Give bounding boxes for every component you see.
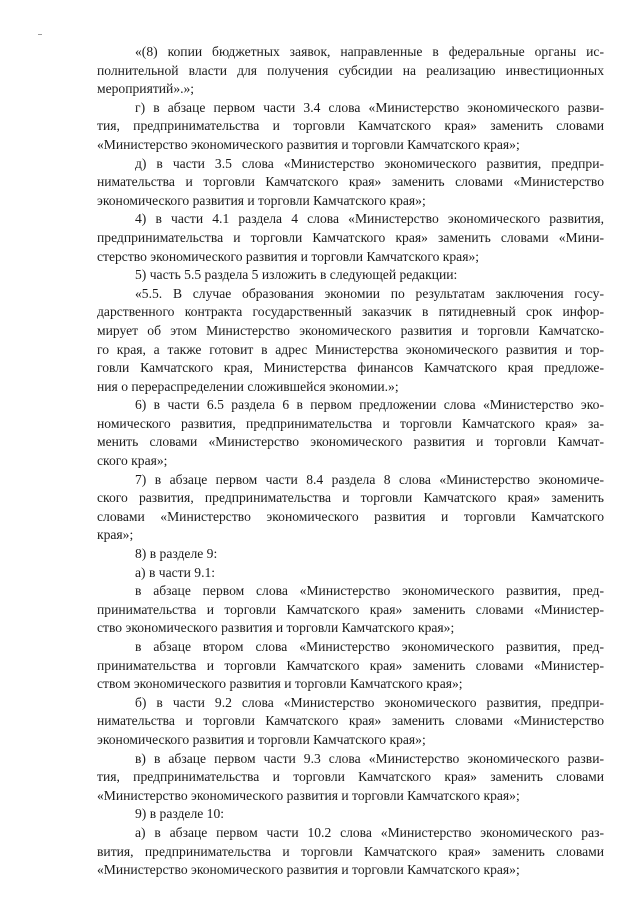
paragraph-line: экономического развития и торговли Камчатского края»;: [97, 731, 426, 747]
paragraph-line: «5.5. В случае образования экономии по результатам заключения госу-: [135, 285, 604, 301]
scan-mark: [38, 34, 42, 35]
paragraph-line: ского развития, предпринимательства и торговли Камчатского края» заменить: [97, 490, 604, 506]
paragraph-line: нимательства и торговли Камчатского края» заменить словами «Министерство: [97, 713, 604, 729]
paragraph-line: принимательства и торговли Камчатского края» заменить словами «Министер-: [97, 601, 604, 617]
paragraph-line: номического развития, предпринимательства и торговли Камчатского края» за-: [97, 415, 604, 431]
paragraph-line: «Министерство экономического развития и торговли Камчатского края»;: [97, 136, 520, 152]
paragraph-line: вития, предпринимательства и торговли Камчатского края» заменить словами: [97, 843, 604, 859]
paragraph-line: мероприятий».»;: [97, 81, 195, 97]
paragraph-line: 9) в разделе 10:: [135, 806, 225, 822]
paragraph-line: менить словами «Министерство экономического развития и торговли Камчат-: [97, 434, 604, 450]
paragraph-line: тия, предпринимательства и торговли Камчатского края» заменить словами: [97, 769, 604, 785]
paragraph-line: «Министерство экономического развития и торговли Камчатского края»;: [97, 787, 520, 803]
paragraph-line: принимательства и торговли Камчатского края» заменить словами «Министер-: [97, 657, 604, 673]
paragraph-line: а) в части 9.1:: [135, 564, 216, 580]
paragraph-line: в абзаце втором слова «Министерство экономического развития, пред-: [135, 639, 604, 654]
paragraph-line: говли Камчатского края, Министерства финансов Камчатского края предложе-: [97, 360, 604, 376]
paragraph-line: 5) часть 5.5 раздела 5 изложить в следующей редакции:: [135, 267, 458, 283]
paragraph-line: мирует об этом Министерство экономического развития и торговли Камчатско-: [97, 322, 604, 338]
paragraph-line: в) в абзаце первом части 9.3 слова «Министерство экономического разви-: [135, 750, 604, 766]
paragraph-line: экономического развития и торговли Камчатского края»;: [97, 192, 426, 208]
paragraph-line: ство экономического развития и торговли Камчатского края»;: [97, 620, 455, 636]
document-body: [97, 43, 604, 880]
paragraph-line: ния о перераспределении сложившейся экономии.»;: [97, 378, 399, 394]
paragraph-line: в абзаце первом слова «Министерство экономического развития, пред-: [135, 583, 604, 599]
paragraph-line: стерство экономического развития и торговли Камчатского края»;: [97, 248, 480, 264]
paragraph-line: а) в абзаце первом части 10.2 слова «Министерство экономического раз-: [135, 824, 604, 840]
paragraph-line: ского края»;: [97, 453, 168, 469]
paragraph-line: 4) в части 4.1 раздела 4 слова «Министерство экономического развития,: [135, 211, 604, 227]
paragraph-line: 6) в части 6.5 раздела 6 в первом предложении слова «Министерство эко-: [135, 397, 604, 413]
paragraph-line: 7) в абзаце первом части 8.4 раздела 8 слова «Министерство экономиче-: [135, 471, 604, 487]
paragraph-line: нимательства и торговли Камчатского края» заменить словами «Министерство: [97, 174, 604, 190]
paragraph-line: б) в части 9.2 слова «Министерство экономического развития, предпри-: [135, 694, 604, 710]
paragraph-line: полнительной власти для получения субсидии на реализацию инвестиционных: [97, 62, 604, 78]
paragraph-line: словами «Министерство экономического развития и торговли Камчатского: [97, 508, 604, 524]
paragraph-line: г) в абзаце первом части 3.4 слова «Министерство экономического разви-: [135, 99, 604, 115]
paragraph-line: предпринимательства и торговли Камчатского края» заменить словами «Мини-: [97, 229, 604, 245]
paragraph-line: дарственного контракта государственный заказчик в пятидневный срок инфор-: [97, 304, 604, 320]
paragraph-line: «(8) копии бюджетных заявок, направленные в федеральные органы ис-: [135, 44, 604, 59]
paragraph-line: «Министерство экономического развития и торговли Камчатского края»;: [97, 862, 520, 878]
paragraph-line: го края, а также готовит в адрес Министерства экономического развития и тор-: [97, 341, 604, 357]
paragraph-line: ством экономического развития и торговли Камчатского края»;: [97, 676, 463, 692]
paragraph-line: д) в части 3.5 слова «Министерство экономического развития, предпри-: [135, 155, 604, 171]
paragraph-line: 8) в разделе 9:: [135, 546, 218, 562]
paragraph-line: края»;: [97, 527, 134, 543]
paragraph-line: тия, предпринимательства и торговли Камчатского края» заменить словами: [97, 118, 604, 134]
